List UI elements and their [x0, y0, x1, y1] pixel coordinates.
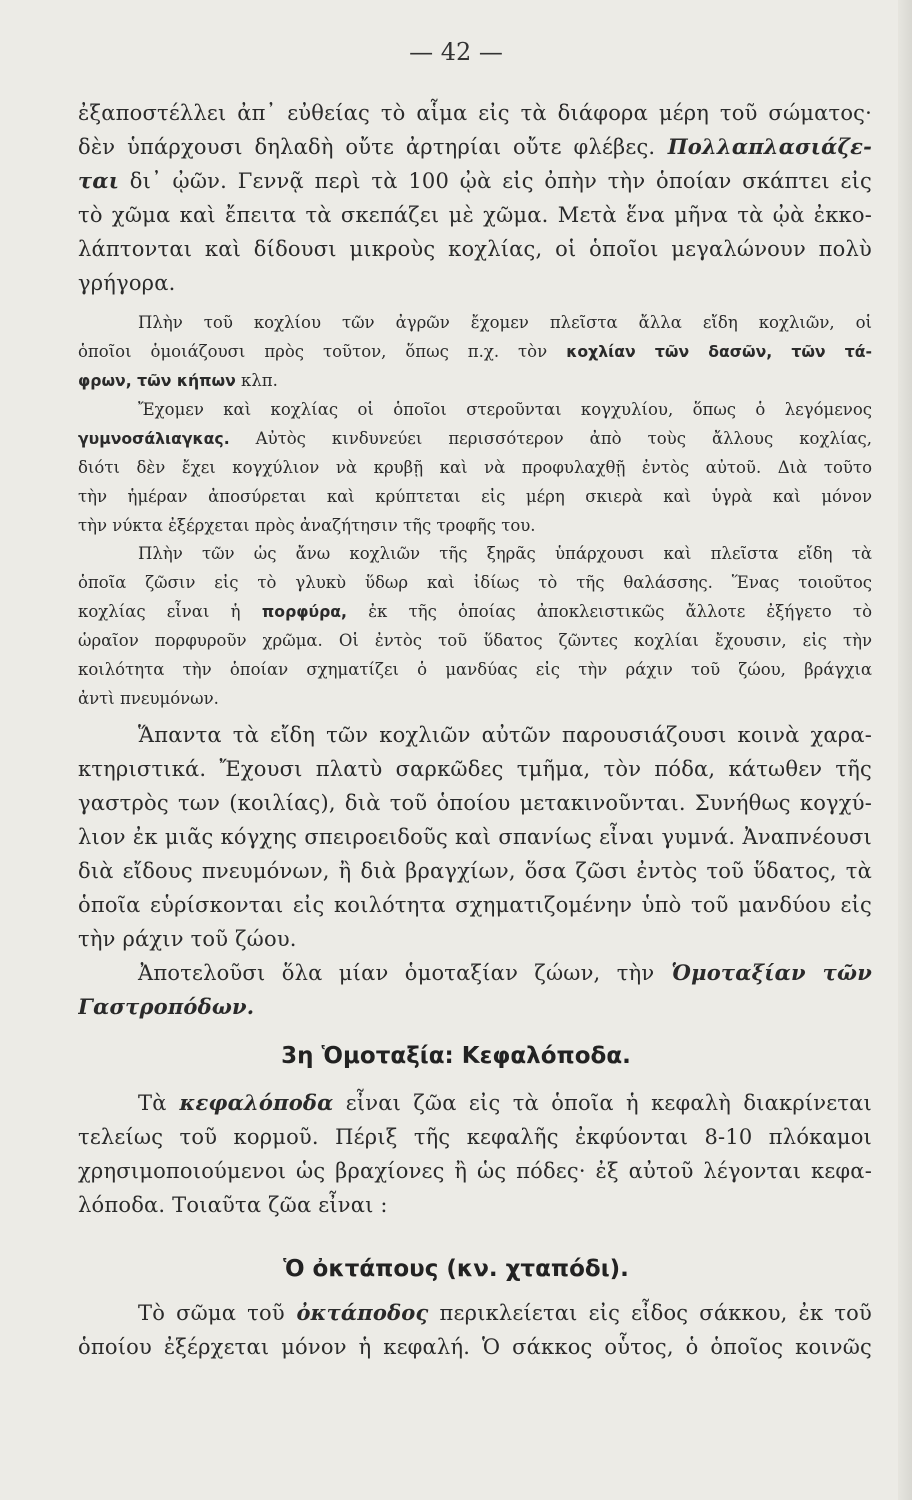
text-line: ὁποῖα εὑρίσκονται εἰς κοιλότητα σχηματιζομένην ὑπὸ τοῦ μανδύου εἰς — [78, 893, 872, 917]
text-line: χρησιμοποιούμενοι ὡς βραχίονες ἢ ὡς πόδες· ἐξ αὐτοῦ λέγονται κεφα- — [78, 1159, 872, 1183]
text-line: ὁποῖοι ὁμοιάζουσι πρὸς τοῦτον, ὅπως π.χ. τὸν κοχλίαν τῶν δασῶν, τῶν τά- — [78, 342, 872, 361]
emphasis-term: Γαστροπόδων. — [78, 994, 255, 1019]
text-line: διὰ εἴδους πνευμόνων, ἢ διὰ βραγχίων, ὅσα ζῶσι ἐντὸς τοῦ ὕδατος, τὰ — [78, 859, 872, 883]
paragraph-snail-types — [78, 308, 872, 395]
text-line: Τὰ κεφαλόποδα εἶναι ζῶα εἰς τὰ ὁποῖα ἡ κεφαλὴ διακρίνεται — [138, 1090, 872, 1115]
text-line: ὁποῖα ζῶσιν εἰς τὸ γλυκὺ ὕδωρ καὶ ἰδίως τὸ τῆς θαλάσσης. Ἕνας τοιοῦτος — [78, 573, 872, 592]
emphasis-term: ται — [78, 168, 120, 193]
text-line: τὴν νύκτα ἐξέρχεται πρὸς ἀναζήτησιν τῆς τροφῆς του. — [78, 516, 536, 535]
emphasis-term: πορφύρα, — [240, 602, 347, 621]
text-line: ται δι᾽ ᾠῶν. Γεννᾷ περὶ τὰ 100 ᾠὰ εἰς ὀπὴν τὴν ὁποίαν σκάπτει εἰς — [78, 168, 872, 193]
subsection-heading: Ὁ ὀκτάπους (κν. χταπόδι). — [283, 1256, 629, 1282]
emphasis-term: φρων, τῶν κήπων — [78, 371, 236, 390]
text-line: κοχλίας εἶναι ἡ πορφύρα, ἐκ τῆς ὁποίας ἀποκλειστικῶς ἄλλοτε ἐξήγετο τὸ — [78, 602, 872, 621]
paragraph-octopus — [78, 1296, 872, 1364]
text-line: τὴν ἡμέραν ἀποσύρεται καὶ κρύπτεται εἰς μέρη σκιερὰ καὶ ὑγρὰ καὶ μόνον — [78, 487, 872, 506]
paragraph-slug — [78, 395, 872, 540]
emphasis-term: γυμνοσάλιαγκας. — [78, 429, 230, 448]
emphasis-term: ὀκτάποδος — [284, 1300, 429, 1325]
paragraph-water-snails — [78, 539, 872, 713]
paragraph-cephalopods — [78, 1086, 872, 1222]
text-line: Πλὴν τῶν ὡς ἄνω κοχλιῶν τῆς ξηρᾶς ὑπάρχουσι καὶ πλεῖστα εἴδη τὰ — [138, 544, 872, 563]
text-line: γυμνοσάλιαγκας. Αὐτὸς κινδυνεύει περισσότερον ἀπὸ τοὺς ἄλλους κοχλίας, — [78, 429, 872, 448]
text-line: γαστρὸς των (κοιλίας), διὰ τοῦ ὁποίου μετακινοῦνται. Συνήθως κογχύ- — [78, 791, 872, 815]
text-line — [78, 990, 872, 1024]
text-line: Ἀποτελοῦσι ὅλα μίαν ὁμοταξίαν ζώων, τὴν Ὁμοταξίαν τῶν — [138, 960, 872, 985]
emphasis-term: Πολλαπλασιάζε- — [655, 134, 872, 159]
text-line: Πλὴν τοῦ κοχλίου τῶν ἀγρῶν ἔχομεν πλεῖστα ἄλλα εἴδη κοχλιῶν, οἱ — [138, 313, 872, 332]
text-line: λόποδα. Τοιαῦτα ζῶα εἶναι : — [78, 1193, 388, 1217]
paragraph-characteristics — [78, 718, 872, 956]
text-line: Ἅπαντα τὰ εἴδη τῶν κοχλιῶν αὐτῶν παρουσιάζουσι κοινὰ χαρα- — [138, 723, 872, 747]
text-line: διότι δὲν ἔχει κογχύλιον νὰ κρυβῇ καὶ νὰ προφυλαχθῇ ἐντὸς αὐτοῦ. Διὰ τοῦτο — [78, 458, 872, 477]
section-heading: 3η Ὁμοταξία: Κεφαλόποδα. — [281, 1043, 631, 1069]
emphasis-term: κοχλίαν τῶν δασῶν, τῶν τά- — [547, 342, 872, 361]
text-line: ἀντὶ πνευμόνων. — [78, 689, 219, 708]
paragraph-gastropods — [78, 956, 872, 1024]
paragraph-heart — [78, 96, 872, 300]
text-line: τελείως τοῦ κορμοῦ. Πέριξ τῆς κεφαλῆς ἐκφύονται 8-10 πλόκαμοι — [78, 1125, 872, 1149]
text-line: τὴν ράχιν τοῦ ζώου. — [78, 927, 297, 951]
emphasis-term: κεφαλόποδα — [166, 1090, 334, 1115]
text-line: δὲν ὑπάρχουσι δηλαδὴ οὔτε ἀρτηρίαι οὔτε φλέβες. Πολλαπλασιάζε- — [78, 134, 872, 159]
text-line: ἐξαποστέλλει ἀπ᾽ εὐθείας τὸ αἷμα εἰς τὰ διάφορα μέρη τοῦ σώματος· — [78, 101, 872, 125]
text-line: τὸ χῶμα καὶ ἔπειτα τὰ σκεπάζει μὲ χῶμα. Μετὰ ἕνα μῆνα τὰ ᾠὰ ἐκκο- — [78, 203, 872, 227]
emphasis-term: Ὁμοταξίαν τῶν — [654, 960, 872, 985]
text-line: κοιλότητα τὴν ὁποίαν σχηματίζει ὁ μανδύας εἰς τὴν ράχιν τοῦ ζώου, βράγχια — [78, 660, 872, 679]
text-line: ὁποίου ἐξέρχεται μόνον ἡ κεφαλή. Ὁ σάκκος οὗτος, ὁ ὁποῖος κοινῶς — [78, 1335, 872, 1359]
text-line: ὡραῖον πορφυροῦν χρῶμα. Οἱ ἐντὸς τοῦ ὕδατος ζῶντες κοχλίαι ἔχουσιν, εἰς τὴν — [78, 631, 872, 650]
text-line: Ἔχομεν καὶ κοχλίας οἱ ὁποῖοι στεροῦνται κογχυλίου, ὅπως ὁ λεγόμενος — [138, 400, 872, 419]
page-number: — 42 — — [409, 38, 503, 66]
text-line: Τὸ σῶμα τοῦ ὀκτάποδος περικλείεται εἰς εἶδος σάκκου, ἐκ τοῦ — [138, 1300, 872, 1325]
text-line: γρήγορα. — [78, 271, 176, 295]
text-line: φρων, τῶν κήπων κλπ. — [78, 371, 278, 390]
text-line: λάπτονται καὶ δίδουσι μικροὺς κοχλίας, οἱ ὁποῖοι μεγαλώνουν πολὺ — [78, 237, 872, 261]
text-line: κτηριστικά. Ἔχουσι πλατὺ σαρκῶδες τμῆμα, τὸν πόδα, κάτωθεν τῆς — [78, 757, 872, 781]
text-line: λιον ἐκ μιᾶς κόγχης σπειροειδοῦς καὶ σπανίως εἶναι γυμνά. Ἀναπνέουσι — [78, 825, 872, 849]
